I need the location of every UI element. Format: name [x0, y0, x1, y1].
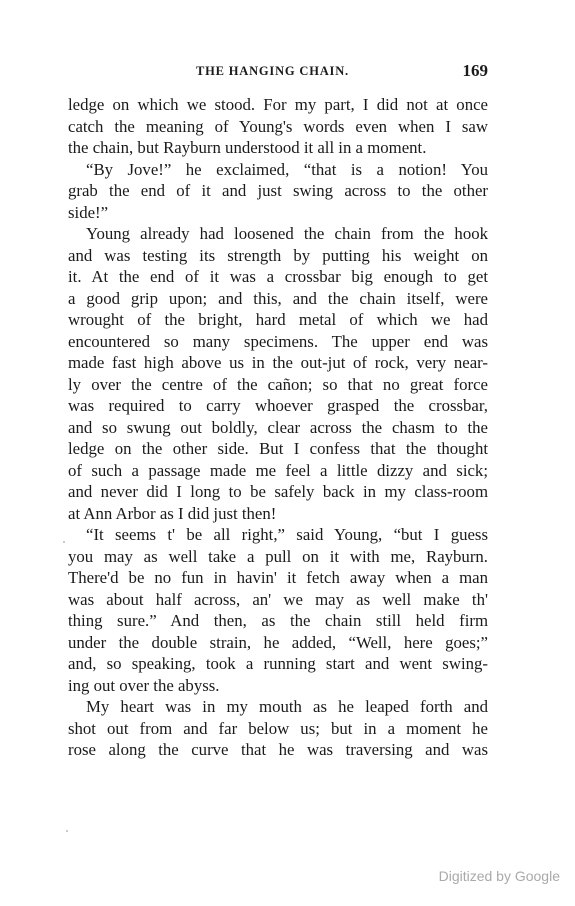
text-line: encountered so many specimens. The upper end was [68, 331, 488, 351]
page-header [68, 61, 488, 88]
text-line: Young already had loosened the chain from the hook [86, 224, 488, 243]
text-line: the chain, but Rayburn understood it all in a moment. [68, 138, 427, 157]
text-line: and was testing its strength by putting his weight on [68, 245, 488, 265]
text-line: wrought of the bright, hard metal of which we had [68, 310, 488, 329]
text-line: shot out from and far below us; but in a moment he [68, 718, 488, 738]
text-line: and so swung out boldly, clear across the chasm to the [68, 417, 488, 437]
text-line: under the double strain, he added, “Well, here goes;” [68, 632, 488, 652]
text-line: at Ann Arbor as I did just then! [68, 503, 277, 523]
body-text [68, 94, 488, 761]
text-line: ly over the centre of the cañon; so that no great force [68, 374, 488, 394]
text-line: of such a passage made me feel a little dizzy and sick; [68, 460, 488, 480]
text-line: catch the meaning of Young's words even when I saw [68, 116, 488, 136]
text-line: side!” [68, 202, 109, 222]
text-line: There'd be no fun in havin' it fetch away when a man [68, 568, 488, 587]
text-line: ledge on which we stood. For my part, I did not at once [68, 95, 488, 114]
text-line: rose along the curve that he was traversing and was [68, 740, 488, 759]
text-line: made fast high above us in the out-jut of rock, very near- [68, 353, 488, 372]
text-line: was required to carry whoever grasped the crossbar, [68, 396, 488, 415]
text-line: a good grip upon; and this, and the chain itself, were [68, 288, 488, 308]
text-line: ing out over the abyss. [68, 675, 220, 695]
text-line: My heart was in my mouth as he leaped forth and [86, 697, 488, 716]
text-line: it. At the end of it was a crossbar big enough to get [68, 267, 488, 286]
text-line: was about half across, an' we may as well make th' [68, 589, 488, 609]
text-line: and never did I long to be safely back in my class-room [68, 482, 488, 501]
text-line: thing sure.” And then, as the chain still held firm [68, 611, 488, 630]
text-line: grab the end of it and just swing across to the other [68, 181, 488, 200]
text-line: ledge on the other side. But I confess that the thought [68, 439, 488, 458]
scan-speck [63, 541, 65, 543]
scan-speck [66, 830, 68, 832]
text-line: “It seems t' be all right,” said Young, “but I guess [86, 525, 488, 544]
running-head: THE HANGING CHAIN. [196, 64, 349, 78]
page-number: 169 [462, 61, 488, 80]
text-line: and, so speaking, took a running start and went swing- [68, 654, 488, 673]
text-line: you may as well take a pull on it with me, Rayburn. [68, 546, 488, 566]
digitized-watermark: Digitized by Google [438, 868, 560, 884]
text-line: “By Jove!” he exclaimed, “that is a notion! You [86, 159, 488, 179]
